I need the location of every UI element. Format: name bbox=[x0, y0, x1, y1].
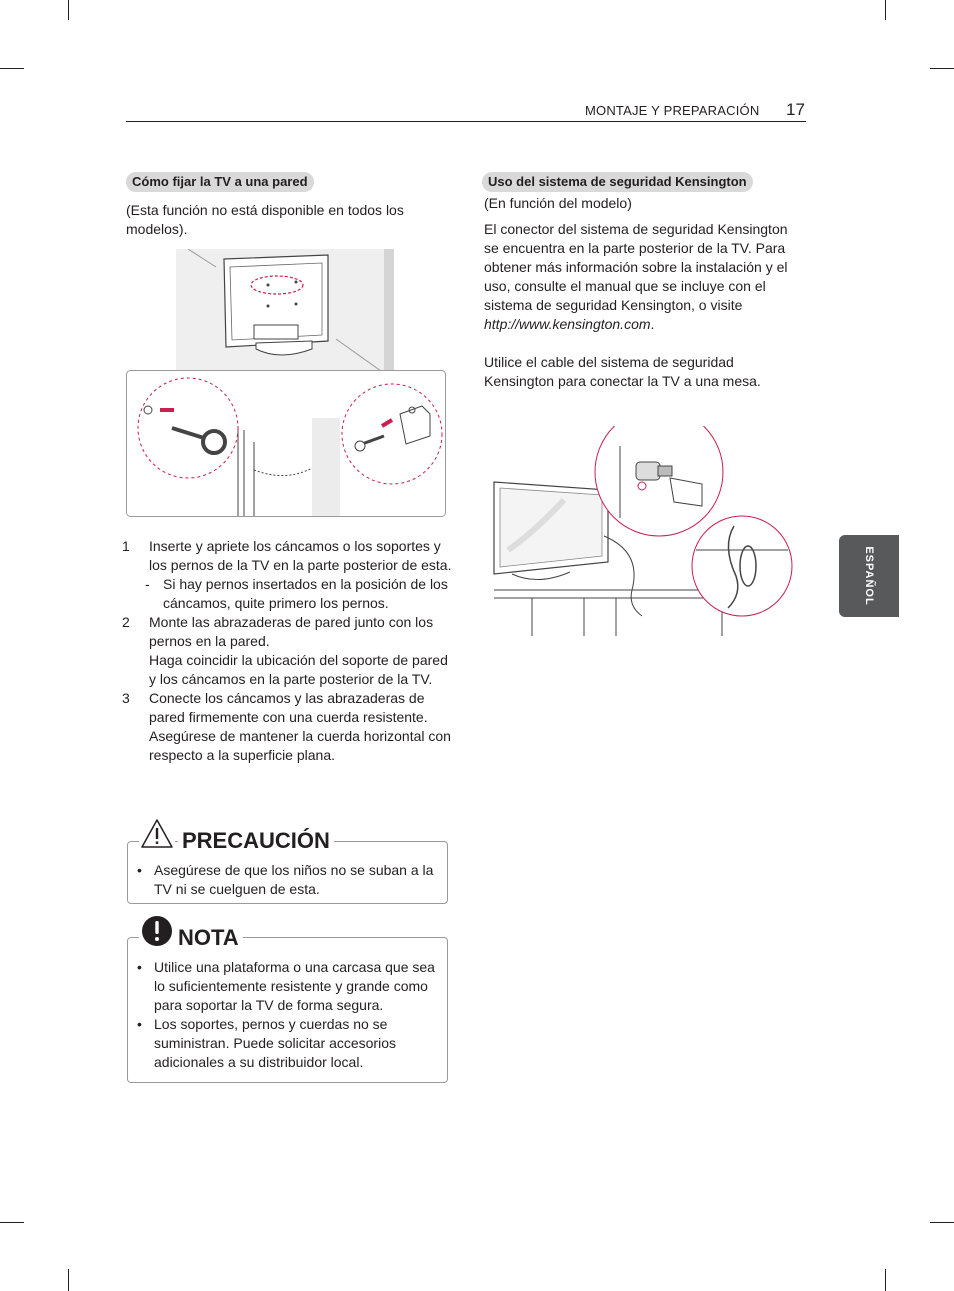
bullet-marker: • bbox=[137, 959, 142, 975]
step-sub-text: Si hay pernos insertados en la posición de los cáncamos, quite primero los pernos. bbox=[163, 576, 448, 611]
crop-mark bbox=[68, 1269, 69, 1291]
crop-mark bbox=[930, 68, 954, 69]
step-text: Conecte los cáncamos y las abrazaderas de pared firmemente con una cuerda resistente. Asegúrese de mantener la cuerda horizontal con respecto a la superficie plana. bbox=[149, 690, 451, 763]
crop-mark bbox=[68, 0, 69, 20]
crop-mark bbox=[0, 68, 24, 69]
header-section-title: MONTAJE Y PREPARACIÓN bbox=[585, 103, 760, 118]
step-2 bbox=[122, 613, 452, 689]
step-1 bbox=[122, 537, 452, 575]
step-list bbox=[122, 537, 452, 765]
header-rule bbox=[126, 121, 806, 122]
crop-mark bbox=[885, 1269, 886, 1291]
crop-mark bbox=[885, 0, 886, 20]
wall-bracket-illustration bbox=[126, 370, 446, 518]
language-tab bbox=[839, 535, 899, 617]
dash-marker: - bbox=[145, 576, 150, 592]
caution-item bbox=[128, 861, 447, 899]
exclamation-icon bbox=[139, 914, 175, 948]
note-title: NOTA bbox=[174, 925, 243, 951]
tv-back-illustration bbox=[176, 249, 394, 371]
caution-title: PRECAUCIÓN bbox=[178, 828, 334, 854]
kensington-link[interactable]: http://www.kensington.com bbox=[484, 316, 651, 332]
kensington-lock-illustration bbox=[492, 426, 796, 638]
note-item-text: Los soportes, pernos y cuerdas no se suministran. Puede solicitar accesorios adicionales a su distribuidor local. bbox=[154, 1016, 396, 1070]
note-item bbox=[128, 1015, 447, 1072]
step-text: Monte las abrazaderas de pared junto con los pernos en la pared. bbox=[149, 614, 434, 649]
note-item bbox=[128, 958, 447, 1015]
note-box bbox=[127, 937, 448, 1083]
bullet-marker: • bbox=[137, 1016, 142, 1032]
model-note: (En función del modelo) bbox=[484, 195, 632, 211]
kensington-text: El conector del sistema de seguridad Kensington se encuentra en la parte posterior de la TV. Para obtener más información sobre la instalación y el uso, consulte el manual que se incluye con el sistema de seguridad Kensington, o visite bbox=[484, 221, 788, 313]
caution-item-text: Asegúrese de que los niños no se suban a la TV ni se cuelguen de esta. bbox=[154, 862, 434, 897]
crop-mark bbox=[0, 1222, 24, 1223]
bullet-marker: • bbox=[137, 862, 142, 878]
kensington-paragraph: El conector del sistema de seguridad Kensington se encuentra en la parte posterior de la TV. Para obtener más información sobre la instalación y el uso, consulte el manual que se incluye con el sistema de seguridad Kensington, o visite http://www.kensington.com. bbox=[484, 221, 788, 332]
warning-triangle-icon bbox=[139, 817, 175, 851]
crop-mark bbox=[930, 1222, 954, 1223]
step-1-sub bbox=[122, 575, 452, 613]
page-number: 17 bbox=[786, 100, 805, 119]
step-number: 3 bbox=[122, 690, 130, 706]
right-section-heading: Uso del sistema de seguridad Kensington bbox=[482, 172, 753, 192]
step-text: Inserte y apriete los cáncamos o los soportes y los pernos de la TV en la parte posterior de esta. bbox=[149, 538, 452, 573]
note-item-text: Utilice una plataforma o una carcasa que sea lo suficientemente resistente y grande como para soportar la TV de forma segura. bbox=[154, 959, 435, 1013]
step-number: 2 bbox=[122, 614, 130, 630]
step-text-2: Haga coincidir la ubicación del soporte de pared y los cáncamos en la parte posterior de la TV. bbox=[149, 652, 448, 687]
kensington-cable-paragraph: Utilice el cable del sistema de seguridad Kensington para conectar la TV a una mesa. bbox=[484, 354, 761, 389]
left-section-heading: Cómo fijar la TV a una pared bbox=[126, 172, 314, 192]
step-3 bbox=[122, 689, 452, 765]
step-number: 1 bbox=[122, 538, 130, 554]
left-intro: (Esta función no está disponible en todos los modelos). bbox=[126, 202, 404, 237]
language-tab-label: ESPAÑOL bbox=[863, 546, 875, 606]
